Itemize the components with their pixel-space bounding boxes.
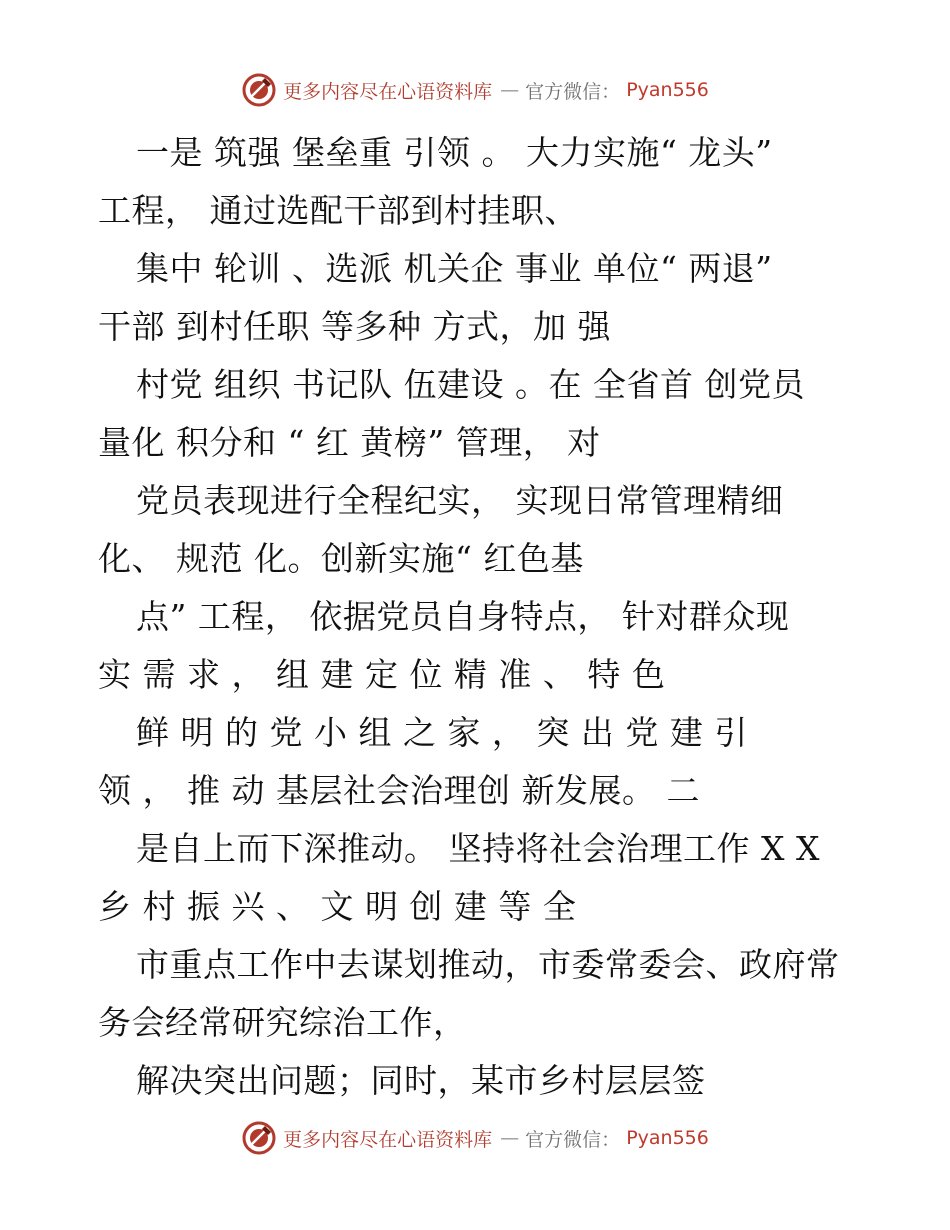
text-line: 党员表现进行全程纪实， 实现日常管理精细 (136, 481, 784, 520)
text-line: 乡 村 振 兴 、 文 明 创 建 等 全 (98, 887, 577, 926)
header-watermark (0, 70, 950, 110)
text-line: 干部 到村任职 等多种 方式，加 强 (98, 307, 611, 346)
text-line: 市重点工作中去谋划推动，市委常委会、政府常 (136, 945, 840, 984)
text-line: 集中 轮训 、选派 机关企 事业 单位“ 两退” (136, 249, 773, 288)
document-body (98, 124, 858, 1110)
text-line: 解决突出问题；同时，某市乡村层层签 (136, 1061, 706, 1100)
watermark-wechat-id: Pyan556 (626, 79, 709, 101)
watermark-separator: — (500, 1127, 520, 1149)
watermark-wechat-id: Pyan556 (626, 1127, 709, 1149)
watermark-label: 官方微信： (525, 1128, 621, 1151)
text-line: 点” 工程， 依据党员自身特点， 针对群众现 (136, 597, 790, 636)
watermark-text: 更多内容尽在心语资料库 (283, 1128, 493, 1151)
text-line: 是自上而下深推动。 坚持将社会治理工作 X X (136, 829, 820, 868)
red-seal-logo-icon (241, 1120, 277, 1156)
text-line: 一是 筑强 堡垒重 引领 。 大力实施“ 龙头” (136, 133, 773, 172)
watermark-separator: — (500, 79, 520, 101)
watermark-label: 官方微信： (525, 80, 621, 103)
text-line: 量化 积分和 “ 红 黄榜” 管理， 对 (98, 423, 601, 462)
text-line: 领 ， 推 动 基层社会治理创 新发展。 二 (98, 771, 700, 810)
text-line: 实 需 求 ， 组 建 定 位 精 准 、 特 色 (98, 655, 666, 694)
text-line: 工程， 通过选配干部到村挂职、 (98, 191, 578, 230)
footer-watermark (0, 1118, 950, 1158)
text-line: 化、 规范 化。创新实施“ 红色基 (98, 539, 584, 578)
watermark-text: 更多内容尽在心语资料库 (283, 80, 493, 103)
red-seal-logo-icon (241, 72, 277, 108)
text-line: 务会经常研究综治工作， (98, 1003, 467, 1042)
text-line: 鲜 明 的 党 小 组 之 家 ， 突 出 党 建 引 (136, 713, 748, 752)
text-line: 村党 组织 书记队 伍建设 。在 全省首 创党员 (136, 365, 805, 404)
